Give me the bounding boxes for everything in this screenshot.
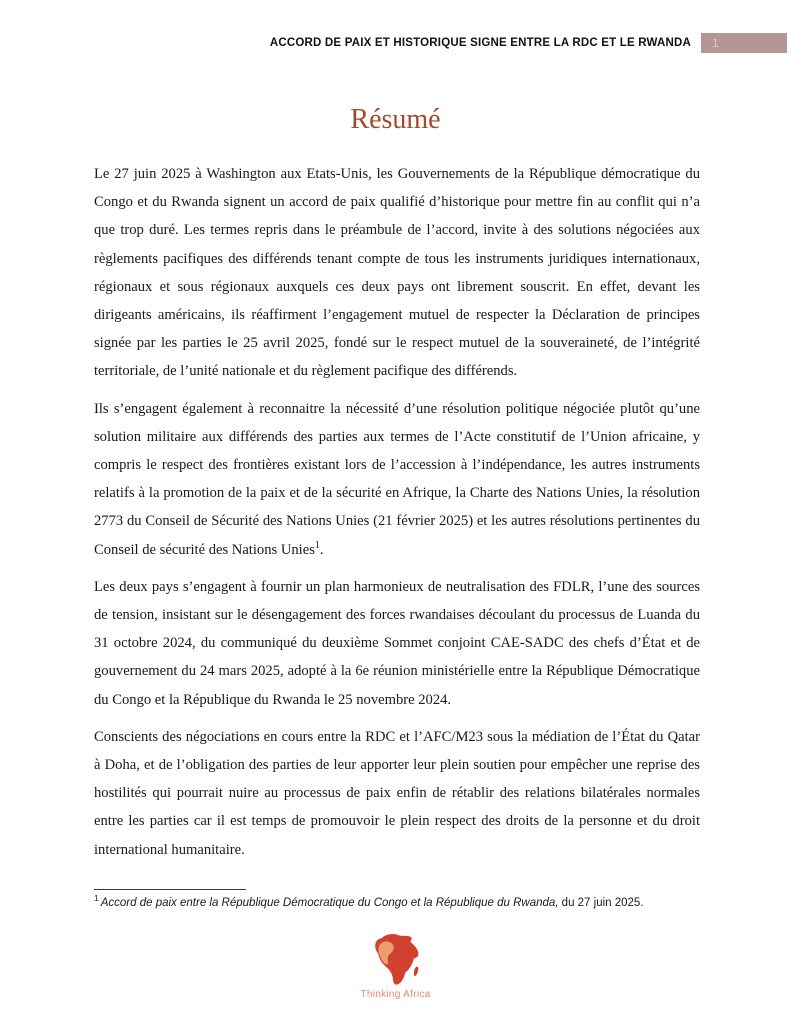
footnote-separator <box>94 889 246 890</box>
paragraph-2-text: Ils s’engagent également à reconnaitre la nécessité d’une résolution politique négociée plutôt qu’une solution militaire aux différends des parties aux termes de l’Acte constitutif de l’Union africaine, y compris le respect des frontières existant lors de l’accession à l’indépendance, les autres instruments relatifs à la promotion de la paix et de la sécurité en Afrique, la Charte des Nations Unies, la résolution 2773 du Conseil de Sécurité des Nations Unies (21 février 2025) et les autres résolutions pertinentes du Conseil de sécurité des Nations Unies <box>94 400 700 558</box>
page-header <box>94 33 787 53</box>
paragraph-1: Le 27 juin 2025 à Washington aux Etats-Unis, les Gouvernements de la République démocratique du Congo et du Rwanda signent un accord de paix qualifié d’historique pour mettre fin au conflit qui n’a que trop duré. Les termes repris dans le préambule de l’accord, invite à des solutions négociées aux règlements pacifiques des différends tenant compte de tous les instruments juridiques internationaux, régionaux et sous régionaux auxquels ces deux pays ont librement souscrit. En effet, devant les dirigeants américains, ils réaffirment l’engagement mutuel de respecter la Déclaration de principes signée par les parties le 25 avril 2025, fondé sur le respect mutuel de la souveraineté, de l’intégrité territoriale, de l’unité nationale et du règlement pacifique des différends. <box>94 166 700 380</box>
footnote-source-title: Accord de paix entre la République Démocratique du Congo et la République du Rwanda, <box>100 897 559 909</box>
paragraph-2-period: . <box>319 541 324 558</box>
page-number: 1 <box>712 36 719 50</box>
header-title: ACCORD DE PAIX ET HISTORIQUE SIGNE ENTRE LA RDC ET LE RWANDA <box>269 37 691 49</box>
logo-text: Thinking Africa <box>360 989 431 1000</box>
paragraph-2 <box>94 395 700 564</box>
paragraph-4: Conscients des négociations en cours entre la RDC et l’AFC/M23 sous la médiation de l’État du Qatar à Doha, et de l’obligation des parties de leur apporter leur plein soutien pour empêcher une reprise des hostilités qui pourrait nuire au processus de paix enfin de rétablir des relations bilatérales normales entre les parties car il est temps de promouvoir le plein respect des droits de la personne et du droit international humanitaire. <box>94 728 700 858</box>
footnote-source-date: du 27 juin 2025. <box>558 897 644 909</box>
thinking-africa-logo <box>0 931 791 1000</box>
page-title: Résumé <box>350 104 441 135</box>
paragraph-3: Les deux pays s’engagent à fournir un plan harmonieux de neutralisation des FDLR, l’une des sources de tension, insistant sur le désengagement des forces rwandaises découlant du processus de Luanda du 31 octobre 2024, du communiqué du deuxième Sommet conjoint CAE-SADC des chefs d’État et de gouvernement du 24 mars 2025, adopté à la 6e réunion ministérielle entre la République Démocratique du Congo et la République du Rwanda le 25 novembre 2024. <box>94 578 700 708</box>
page-number-badge <box>701 33 787 53</box>
africa-map-icon <box>370 931 422 987</box>
footnote-area <box>94 889 700 911</box>
document-body <box>94 160 700 873</box>
footnote-reference: 1 <box>314 539 320 551</box>
footnote <box>94 895 700 911</box>
footnote-marker: 1 <box>94 893 99 904</box>
